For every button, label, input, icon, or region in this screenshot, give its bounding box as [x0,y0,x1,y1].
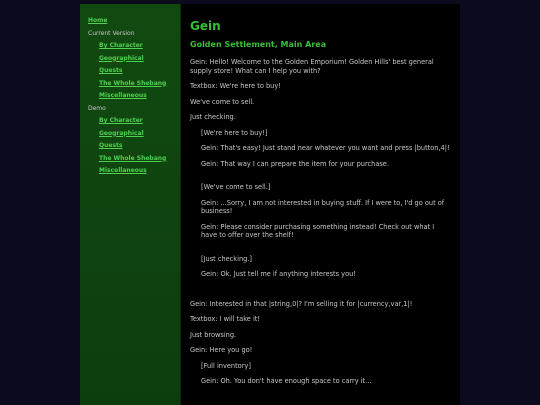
dialogue-line: Gein: ...Sorry, I am not interested in buying stuff. If I were to, I'd go out of business! [201,198,445,215]
page-title: Gein [190,19,221,33]
dialogue-line: Gein: Please consider purchasing something instead! Check out what I have to offer over the shelf! [201,222,435,239]
dialogue-option-header: [Just checking.] [201,254,252,263]
dialogue-option-header: [We're here to buy!] [201,128,268,137]
dialogue-line: Gein: Ok. Just tell me if anything interests you! [201,270,356,278]
nav-demo-whole-shebang-link[interactable]: The Whole Shebang [99,154,167,162]
dialogue-line: Just checking. [190,113,236,121]
nav-demo-miscellaneous-link[interactable]: Miscellaneous [99,167,147,174]
nav-current-quests-link[interactable]: Quests [99,67,123,74]
dialogue-line: Textbox: We're here to buy! [190,82,281,90]
nav-current-miscellaneous-link[interactable]: Miscellaneous [99,92,147,99]
nav-demo-by-character-link[interactable]: By Character [99,117,143,124]
dialogue-option-header: [Full inventory] [201,361,251,370]
nav-demo-quests-link[interactable]: Quests [99,142,123,149]
dialogue-line: Textbox: I will take it! [190,315,261,323]
dialogue-line: Gein: Oh. You don't have enough space to carry it... [201,377,372,385]
dialogue-line: Gein: That way I can prepare the item for your purchase. [201,159,389,168]
dialogue-line: Gein: That's easy! Just stand near whatever you want and press |button,4|! [201,144,450,152]
dialogue-line: Gein: Hello! Welcome to the Golden Emporium! Golden Hills' best general supply store! What can I help you with? [190,58,434,75]
nav-section-demo: Demo [88,104,106,112]
nav-home-link[interactable]: Home [88,17,108,24]
nav-section-current-version: Current Version [88,29,135,37]
sidebar-nav [80,4,181,405]
nav-current-by-character-link[interactable]: By Character [99,42,143,49]
main-content [181,4,460,405]
nav-demo-geographical-link[interactable]: Geographical [99,129,144,137]
dialogue-line: Gein: Interested in that |string,0|? I'm selling it for |currency,var,1|! [190,299,413,308]
nav-current-whole-shebang-link[interactable]: The Whole Shebang [99,79,167,87]
dialogue-line: We've come to sell. [190,97,255,106]
dialogue-line: Just browsing. [190,330,237,339]
dialogue-line: Gein: Here you go! [190,346,253,354]
nav-current-geographical-link[interactable]: Geographical [99,54,144,62]
location-subtitle: Golden Settlement, Main Area [190,40,327,49]
dialogue-option-header: [We've come to sell.] [201,183,271,191]
